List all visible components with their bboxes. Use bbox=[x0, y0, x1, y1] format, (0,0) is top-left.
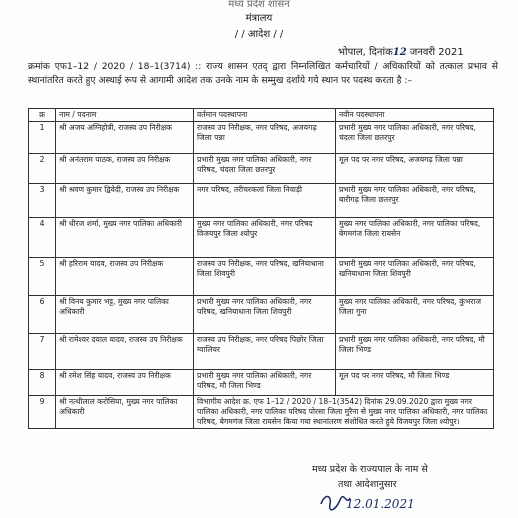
cell-name: श्री अजय अग्निहोत्री, राजस्व उप निरीक्षक bbox=[56, 122, 194, 154]
cell-name: श्री रामेश्वर दयाल यादव, राजस्व उप निरीक्षक bbox=[56, 334, 194, 370]
cell-new-posting: प्रभारी मुख्य नगर पालिका अधिकारी, नगर परिषद, खनियाधाना जिला शिवपुरी bbox=[335, 258, 493, 296]
dateline-prefix: भोपाल, दिनांक bbox=[338, 47, 393, 58]
footer-order-line: तथा आदेशानुसार bbox=[338, 479, 397, 490]
order-title: / / आदेश / / bbox=[234, 29, 284, 40]
table-row bbox=[29, 154, 494, 184]
table-row bbox=[29, 296, 494, 334]
cell-current-posting: नगर परिषद, तरीचरकलां जिला निवाड़ी bbox=[194, 184, 336, 218]
col-new-posting-header: नवीन पदस्थापना bbox=[335, 109, 493, 122]
cell-serial: 5 bbox=[29, 258, 56, 296]
cell-name: श्री नत्थीलाल करोसिया, मुख्य नगर पालिका अधिकारी bbox=[56, 396, 194, 429]
table-row bbox=[29, 258, 494, 296]
dateline-suffix: जनवरी 2021 bbox=[406, 47, 464, 58]
cell-new-posting: मूल पद पर नगर परिषद, मौ जिला भिण्ड bbox=[335, 370, 493, 396]
col-serial-header: क्र bbox=[29, 109, 56, 122]
dateline bbox=[338, 44, 464, 58]
transfer-table bbox=[28, 108, 494, 429]
cell-name: श्री विनय कुमार भट्ट, मुख्य नगर पालिका अधिकारी bbox=[56, 296, 194, 334]
cell-serial: 3 bbox=[29, 184, 56, 218]
table-header-row bbox=[29, 109, 494, 122]
header-ministry: मंत्रालय bbox=[245, 13, 273, 24]
cell-new-posting: मुख्य नगर पालिका अधिकारी, नगर परिषद, कुंभराज जिला गुना bbox=[335, 296, 493, 334]
cell-current-posting: प्रभारी मुख्य नगर पालिका अधिकारी, नगर परिषद, चंदला जिला छतरपुर bbox=[194, 154, 336, 184]
cell-serial: 9 bbox=[29, 396, 56, 429]
cell-new-posting: प्रभारी मुख्य नगर पालिका अधिकारी, नगर परिषद, चंदला जिला छतरपुर bbox=[335, 122, 493, 154]
cell-name: श्री श्रवण कुमार द्विवेदी, राजस्व उप निरीक्षक bbox=[56, 184, 194, 218]
table-row bbox=[29, 122, 494, 154]
signature-date: 12.01.2021 bbox=[346, 497, 415, 511]
cell-serial: 6 bbox=[29, 296, 56, 334]
dateline-day: 12 bbox=[392, 47, 407, 58]
cell-new-posting: प्रभारी मुख्य नगर पालिका अधिकारी, नगर परिषद, बारीगढ़ जिला छतरपुर bbox=[335, 184, 493, 218]
cell-name: श्री रमेश सिंह यादव, राजस्व उप निरीक्षक bbox=[56, 370, 194, 396]
cell-serial: 2 bbox=[29, 154, 56, 184]
cell-new-posting: प्रभारी मुख्य नगर पालिका अधिकारी, नगर परिषद, मौ जिला भिण्ड bbox=[335, 334, 493, 370]
table-row bbox=[29, 396, 494, 429]
cell-serial: 7 bbox=[29, 334, 56, 370]
header-government: मध्य प्रदेश शासन bbox=[228, 0, 290, 10]
cell-name: श्री अनंतराम पाठक, राजस्व उप निरीक्षक bbox=[56, 154, 194, 184]
cell-current-posting: मुख्य नगर पालिका अधिकारी, नगर परिषद विजयपुर जिला श्योपुर bbox=[194, 218, 336, 258]
table-row bbox=[29, 334, 494, 370]
cell-new-posting: मुख्य नगर पालिका अधिकारी, नगर पालिका परिषद, बेगमगंज जिला रायसेन bbox=[335, 218, 493, 258]
order-paragraph: क्रमांक एफ1–12 / 2020 / 18–1(3714) :: राज्य शासन एतद् द्वारा निम्नलिखित कर्मचारियों / अधिकारियों को तत्काल प्रभाव से स्थानांतरित करते हुए अस्थाई रूप से आगामी आदेश तक उनके नाम के सम्मुख दर्शाये गये स्थान पर पदस्थ करता है :– bbox=[28, 61, 498, 86]
cell-current-posting: प्रभारी मुख्य नगर पालिका अधिकारी, नगर परिषद, मौ जिला भिण्ड bbox=[194, 370, 336, 396]
cell-current-posting: राजस्व उप निरीक्षक, नगर परिषद पिछोर जिला ग्वालियर bbox=[194, 334, 336, 370]
cell-name: श्री धीरज शर्मा, मुख्य नगर पालिका अधिकारी bbox=[56, 218, 194, 258]
footer-governor-line: मध्य प्रदेश के राज्यपाल के नाम से bbox=[312, 464, 428, 475]
cell-serial: 8 bbox=[29, 370, 56, 396]
cell-current-posting: राजस्व उप निरीक्षक, नगर परिषद, अजयगढ़ जिला पन्ना bbox=[194, 122, 336, 154]
cell-serial: 1 bbox=[29, 122, 56, 154]
cell-name: श्री हरिराम यादव, राजस्व उप निरीक्षक bbox=[56, 258, 194, 296]
cell-serial: 4 bbox=[29, 218, 56, 258]
cell-current-posting: राजस्व उप निरीक्षक, नगर परिषद, खनियाधाना जिला शिवपुरी bbox=[194, 258, 336, 296]
cell-current-posting: प्रभारी मुख्य नगर पालिका अधिकारी, नगर परिषद, खनियाधाना जिला शिवपुरी bbox=[194, 296, 336, 334]
table-row bbox=[29, 370, 494, 396]
cell-merged-posting-note: विभागीय आदेश क्र. एफ 1–12 / 2020 / 18–1(3542) दिनांक 29.09.2020 द्वारा मुख्य नगर पालिका अधिकारी, नगर पालिका परिषद पोरसा जिला मुरैना से मुख्य नगर पालिका अधिकारी, नगर पालिका परिषद, बेगमगंज जिला रायसेन किया गया स्थानांतरण संशोधित करते हुये विजयपुर जिला श्योपुर। bbox=[194, 396, 494, 429]
col-name-header: नाम / पदनाम bbox=[56, 109, 194, 122]
cell-new-posting: मूल पद पर नगर परिषद, अजयगढ़ जिला पन्ना bbox=[335, 154, 493, 184]
table-row bbox=[29, 184, 494, 218]
table-row bbox=[29, 218, 494, 258]
col-current-posting-header: वर्तमान पदस्थापना bbox=[194, 109, 336, 122]
